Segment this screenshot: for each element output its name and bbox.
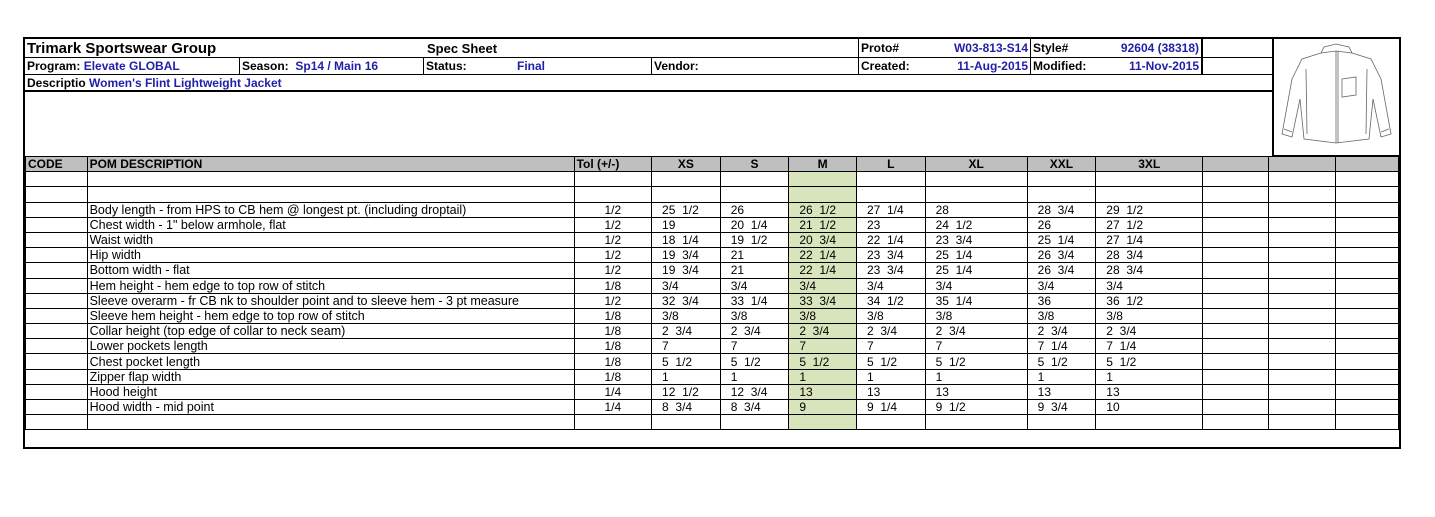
col-header-pom: POM DESCRIPTION [87,157,574,172]
col-header-3xl: 3XL [1096,157,1203,172]
size-l-cell: 2 3/4 [856,324,925,339]
header-row-3 [25,75,1272,92]
tolerance-cell: 1/2 [574,217,651,232]
extra-cell [1269,384,1336,399]
size-xxxl-cell: 28 3/4 [1096,263,1203,278]
spec-sheet [23,37,1401,449]
extra-cell [1203,293,1269,308]
table-cell [1335,172,1398,187]
extra-cell [1203,339,1269,354]
program-label: Program: [27,59,81,73]
col-header-extra-1 [1203,157,1269,172]
table-row [26,354,1399,369]
size-xs-cell: 3/8 [652,308,721,323]
size-l-cell: 34 1/2 [856,293,925,308]
extra-cell [1335,384,1398,399]
table-cell [856,187,925,202]
size-xxxl-cell: 7 1/4 [1096,339,1203,354]
header-row-2 [25,58,1272,75]
extra-cell [1203,217,1269,232]
size-xl-cell: 7 [925,339,1027,354]
table-cell [1203,187,1269,202]
table-row [26,384,1399,399]
extra-cell [1269,308,1336,323]
vendor-label: Vendor: [651,58,858,74]
extra-cell [1203,384,1269,399]
extra-cell [1335,278,1398,293]
pom-description-cell: Zipper flap width [87,369,574,384]
table-cell [87,415,574,430]
table-cell [720,172,789,187]
size-m-cell: 2 3/4 [789,324,857,339]
table-row [26,324,1399,339]
tolerance-cell: 1/2 [574,263,651,278]
extra-cell [1269,248,1336,263]
extra-cell [1203,232,1269,247]
extra-cell [1203,278,1269,293]
extra-cell [1203,400,1269,415]
col-header-tol: Tol (+/-) [574,157,651,172]
pom-description-cell: Body length - from HPS to CB hem @ longest pt. (including droptail) [87,202,574,217]
size-xs-cell: 32 3/4 [652,293,721,308]
season-field [239,58,423,74]
extra-cell [1335,400,1398,415]
table-cell [925,415,1027,430]
size-xxxl-cell: 3/4 [1096,278,1203,293]
size-l-cell: 23 [856,217,925,232]
table-cell [720,187,789,202]
size-m-cell: 26 1/2 [789,202,857,217]
size-m-cell: 1 [789,369,857,384]
table-cell [1027,172,1096,187]
table-cell [789,172,857,187]
size-m-cell: 7 [789,339,857,354]
size-l-cell: 13 [856,384,925,399]
tolerance-cell: 1/4 [574,400,651,415]
table-row [26,232,1399,247]
table-cell [26,415,88,430]
table-row [26,263,1399,278]
size-xxl-cell: 26 3/4 [1027,263,1096,278]
table-row [26,278,1399,293]
size-xxl-cell: 26 [1027,217,1096,232]
tolerance-cell: 1/8 [574,278,651,293]
table-cell [574,415,651,430]
col-header-xxl: XXL [1027,157,1096,172]
col-header-extra-2 [1269,157,1336,172]
size-s-cell: 3/4 [720,278,789,293]
table-cell [1203,415,1269,430]
col-header-xl: XL [925,157,1027,172]
size-xs-cell: 5 1/2 [652,354,721,369]
code-cell [26,384,88,399]
table-row [26,369,1399,384]
tolerance-cell: 1/4 [574,384,651,399]
table-row-blank [26,172,1399,187]
size-xxl-cell: 13 [1027,384,1096,399]
col-header-code: CODE [26,157,88,172]
description-label: Descriptio [27,76,86,90]
extra-cell [1203,202,1269,217]
company-name: Trimark Sportswear Group [27,40,217,57]
size-s-cell: 8 3/4 [720,400,789,415]
size-s-cell: 19 1/2 [720,232,789,247]
table-row [26,202,1399,217]
code-cell [26,369,88,384]
code-cell [26,324,88,339]
table-cell [26,172,88,187]
table-row [26,293,1399,308]
garment-sketch [1272,39,1401,156]
size-xl-cell: 2 3/4 [925,324,1027,339]
table-cell [652,172,721,187]
table-cell [789,415,857,430]
size-xxl-cell: 9 3/4 [1027,400,1096,415]
size-s-cell: 7 [720,339,789,354]
tolerance-cell: 1/8 [574,354,651,369]
style-label: Style# [1030,39,1102,57]
table-row [26,217,1399,232]
extra-cell [1269,232,1336,247]
size-s-cell: 5 1/2 [720,354,789,369]
extra-cell [1335,263,1398,278]
pom-description-cell: Sleeve hem height - hem edge to top row of stitch [87,308,574,323]
extra-cell [1269,354,1336,369]
size-s-cell: 26 [720,202,789,217]
size-xs-cell: 2 3/4 [652,324,721,339]
style-value: 92604 (38318) [1102,39,1203,57]
proto-value: W03-813-S14 [953,41,1028,55]
col-header-m: M [789,157,857,172]
code-cell [26,400,88,415]
table-cell [652,415,721,430]
tolerance-cell: 1/8 [574,308,651,323]
extra-cell [1335,217,1398,232]
status-label: Status: [423,58,515,74]
season-label: Season: [242,59,289,73]
size-xxl-cell: 36 [1027,293,1096,308]
jacket-sketch-icon [1274,39,1399,154]
table-cell [1269,187,1336,202]
extra-cell [1203,248,1269,263]
pom-table-body [26,172,1399,430]
proto-label: Proto# [858,39,948,57]
size-l-cell: 3/8 [856,308,925,323]
extra-cell [1203,308,1269,323]
size-l-cell: 23 3/4 [856,263,925,278]
table-cell [652,187,721,202]
extra-cell [1335,324,1398,339]
pom-description-cell: Hem height - hem edge to top row of stitch [87,278,574,293]
pom-description-cell: Hood height [87,384,574,399]
extra-cell [1335,339,1398,354]
created-value: 11-Aug-2015 [957,59,1028,73]
code-cell [26,248,88,263]
table-cell [87,187,574,202]
table-cell [720,415,789,430]
table-cell [1027,187,1096,202]
size-m-cell: 22 1/4 [789,248,857,263]
extra-cell [1335,248,1398,263]
table-row [26,308,1399,323]
header-row-1 [25,39,1272,58]
size-l-cell: 5 1/2 [856,354,925,369]
table-cell [856,415,925,430]
size-xxxl-cell: 5 1/2 [1096,354,1203,369]
table-cell [1269,172,1336,187]
size-xl-cell: 3/4 [925,278,1027,293]
created-label: Created: [858,58,948,74]
doc-title: Spec Sheet [427,41,498,56]
code-cell [26,354,88,369]
extra-cell [1269,278,1336,293]
size-xl-cell: 24 1/2 [925,217,1027,232]
code-cell [26,232,88,247]
size-xl-cell: 3/8 [925,308,1027,323]
size-xxxl-cell: 36 1/2 [1096,293,1203,308]
size-xl-cell: 9 1/2 [925,400,1027,415]
size-xs-cell: 3/4 [652,278,721,293]
size-m-cell: 9 [789,400,857,415]
tolerance-cell: 1/8 [574,324,651,339]
pom-description-cell: Waist width [87,232,574,247]
table-header-row [26,157,1399,172]
size-l-cell: 9 1/4 [856,400,925,415]
size-l-cell: 23 3/4 [856,248,925,263]
size-xs-cell: 12 1/2 [652,384,721,399]
size-xxxl-cell: 28 3/4 [1096,248,1203,263]
size-xxl-cell: 5 1/2 [1027,354,1096,369]
extra-cell [1335,354,1398,369]
program-field [25,58,239,74]
size-m-cell: 33 3/4 [789,293,857,308]
code-cell [26,217,88,232]
table-row [26,339,1399,354]
table-cell [789,187,857,202]
size-m-cell: 22 1/4 [789,263,857,278]
extra-cell [1269,202,1336,217]
code-cell [26,202,88,217]
size-l-cell: 22 1/4 [856,232,925,247]
extra-cell [1269,293,1336,308]
table-cell [1027,415,1096,430]
size-s-cell: 1 [720,369,789,384]
size-xxxl-cell: 29 1/2 [1096,202,1203,217]
size-xl-cell: 28 [925,202,1027,217]
table-cell [26,187,88,202]
extra-cell [1269,217,1336,232]
size-xxl-cell: 28 3/4 [1027,202,1096,217]
size-xs-cell: 19 [652,217,721,232]
size-xxl-cell: 3/4 [1027,278,1096,293]
table-cell [1269,415,1336,430]
description-value: Women's Flint Lightweight Jacket [89,76,282,90]
size-xxxl-cell: 27 1/4 [1096,232,1203,247]
extra-cell [1269,324,1336,339]
table-row [26,248,1399,263]
extra-cell [1269,400,1336,415]
size-xxxl-cell: 2 3/4 [1096,324,1203,339]
extra-cell [1269,339,1336,354]
size-l-cell: 1 [856,369,925,384]
size-xl-cell: 35 1/4 [925,293,1027,308]
pom-description-cell: Bottom width - flat [87,263,574,278]
table-cell [1096,172,1203,187]
size-s-cell: 3/8 [720,308,789,323]
size-xs-cell: 19 3/4 [652,248,721,263]
size-m-cell: 5 1/2 [789,354,857,369]
pom-description-cell: Sleeve overarm - fr CB nk to shoulder point and to sleeve hem - 3 pt measure [87,293,574,308]
size-xxxl-cell: 3/8 [1096,308,1203,323]
extra-cell [1203,324,1269,339]
size-xxxl-cell: 1 [1096,369,1203,384]
season-value: Sp14 / Main 16 [295,59,379,73]
extra-cell [1335,369,1398,384]
col-header-s: S [720,157,789,172]
size-xs-cell: 7 [652,339,721,354]
size-xl-cell: 5 1/2 [925,354,1027,369]
pom-description-cell: Chest width - 1" below armhole, flat [87,217,574,232]
table-row [26,400,1399,415]
col-header-l: L [856,157,925,172]
size-xxl-cell: 3/8 [1027,308,1096,323]
tolerance-cell: 1/2 [574,248,651,263]
size-xl-cell: 25 1/4 [925,248,1027,263]
table-cell [1096,415,1203,430]
size-xs-cell: 8 3/4 [652,400,721,415]
size-s-cell: 20 1/4 [720,217,789,232]
size-l-cell: 27 1/4 [856,202,925,217]
size-xl-cell: 23 3/4 [925,232,1027,247]
pom-description-cell: Lower pockets length [87,339,574,354]
size-xxxl-cell: 10 [1096,400,1203,415]
table-row-blank [26,415,1399,430]
size-xxl-cell: 26 3/4 [1027,248,1096,263]
tolerance-cell: 1/2 [574,202,651,217]
table-cell [1096,187,1203,202]
pom-description-cell: Chest pocket length [87,354,574,369]
code-cell [26,293,88,308]
size-s-cell: 21 [720,248,789,263]
size-xs-cell: 1 [652,369,721,384]
size-xl-cell: 25 1/4 [925,263,1027,278]
size-m-cell: 21 1/2 [789,217,857,232]
table-cell [87,172,574,187]
program-value: Elevate GLOBAL [83,59,180,73]
pom-description-cell: Hip width [87,248,574,263]
pom-table [25,156,1399,430]
extra-cell [1335,232,1398,247]
size-xxl-cell: 2 3/4 [1027,324,1096,339]
tolerance-cell: 1/8 [574,339,651,354]
extra-cell [1335,308,1398,323]
pom-description-cell: Hood width - mid point [87,400,574,415]
size-m-cell: 13 [789,384,857,399]
size-s-cell: 33 1/4 [720,293,789,308]
size-xs-cell: 18 1/4 [652,232,721,247]
table-cell [1335,187,1398,202]
tolerance-cell: 1/2 [574,293,651,308]
table-cell [925,187,1027,202]
table-cell [1203,172,1269,187]
extra-cell [1203,354,1269,369]
size-xxl-cell: 25 1/4 [1027,232,1096,247]
size-l-cell: 7 [856,339,925,354]
modified-label: Modified: [1030,58,1102,74]
pom-description-cell: Collar height (top edge of collar to neck seam) [87,324,574,339]
table-cell [574,187,651,202]
table-cell [1335,415,1398,430]
size-s-cell: 21 [720,263,789,278]
table-cell [856,172,925,187]
extra-cell [1335,293,1398,308]
size-xl-cell: 1 [925,369,1027,384]
size-m-cell: 3/8 [789,308,857,323]
size-xxl-cell: 7 1/4 [1027,339,1096,354]
code-cell [26,308,88,323]
size-l-cell: 3/4 [856,278,925,293]
extra-cell [1269,369,1336,384]
size-xs-cell: 25 1/2 [652,202,721,217]
table-row-blank [26,187,1399,202]
extra-cell [1203,263,1269,278]
status-value: Final [517,59,546,73]
size-xxl-cell: 1 [1027,369,1096,384]
size-s-cell: 2 3/4 [720,324,789,339]
table-cell [574,172,651,187]
tolerance-cell: 1/2 [574,232,651,247]
size-xl-cell: 13 [925,384,1027,399]
extra-cell [1203,369,1269,384]
table-cell [925,172,1027,187]
extra-cell [1335,202,1398,217]
extra-cell [1269,263,1336,278]
size-xxxl-cell: 27 1/2 [1096,217,1203,232]
col-header-extra-3 [1335,157,1398,172]
size-xxxl-cell: 13 [1096,384,1203,399]
modified-value: 11-Nov-2015 [1102,58,1203,74]
code-cell [26,278,88,293]
size-xs-cell: 19 3/4 [652,263,721,278]
size-m-cell: 3/4 [789,278,857,293]
size-s-cell: 12 3/4 [720,384,789,399]
tolerance-cell: 1/8 [574,369,651,384]
col-header-xs: XS [652,157,721,172]
code-cell [26,263,88,278]
code-cell [26,339,88,354]
size-m-cell: 20 3/4 [789,232,857,247]
